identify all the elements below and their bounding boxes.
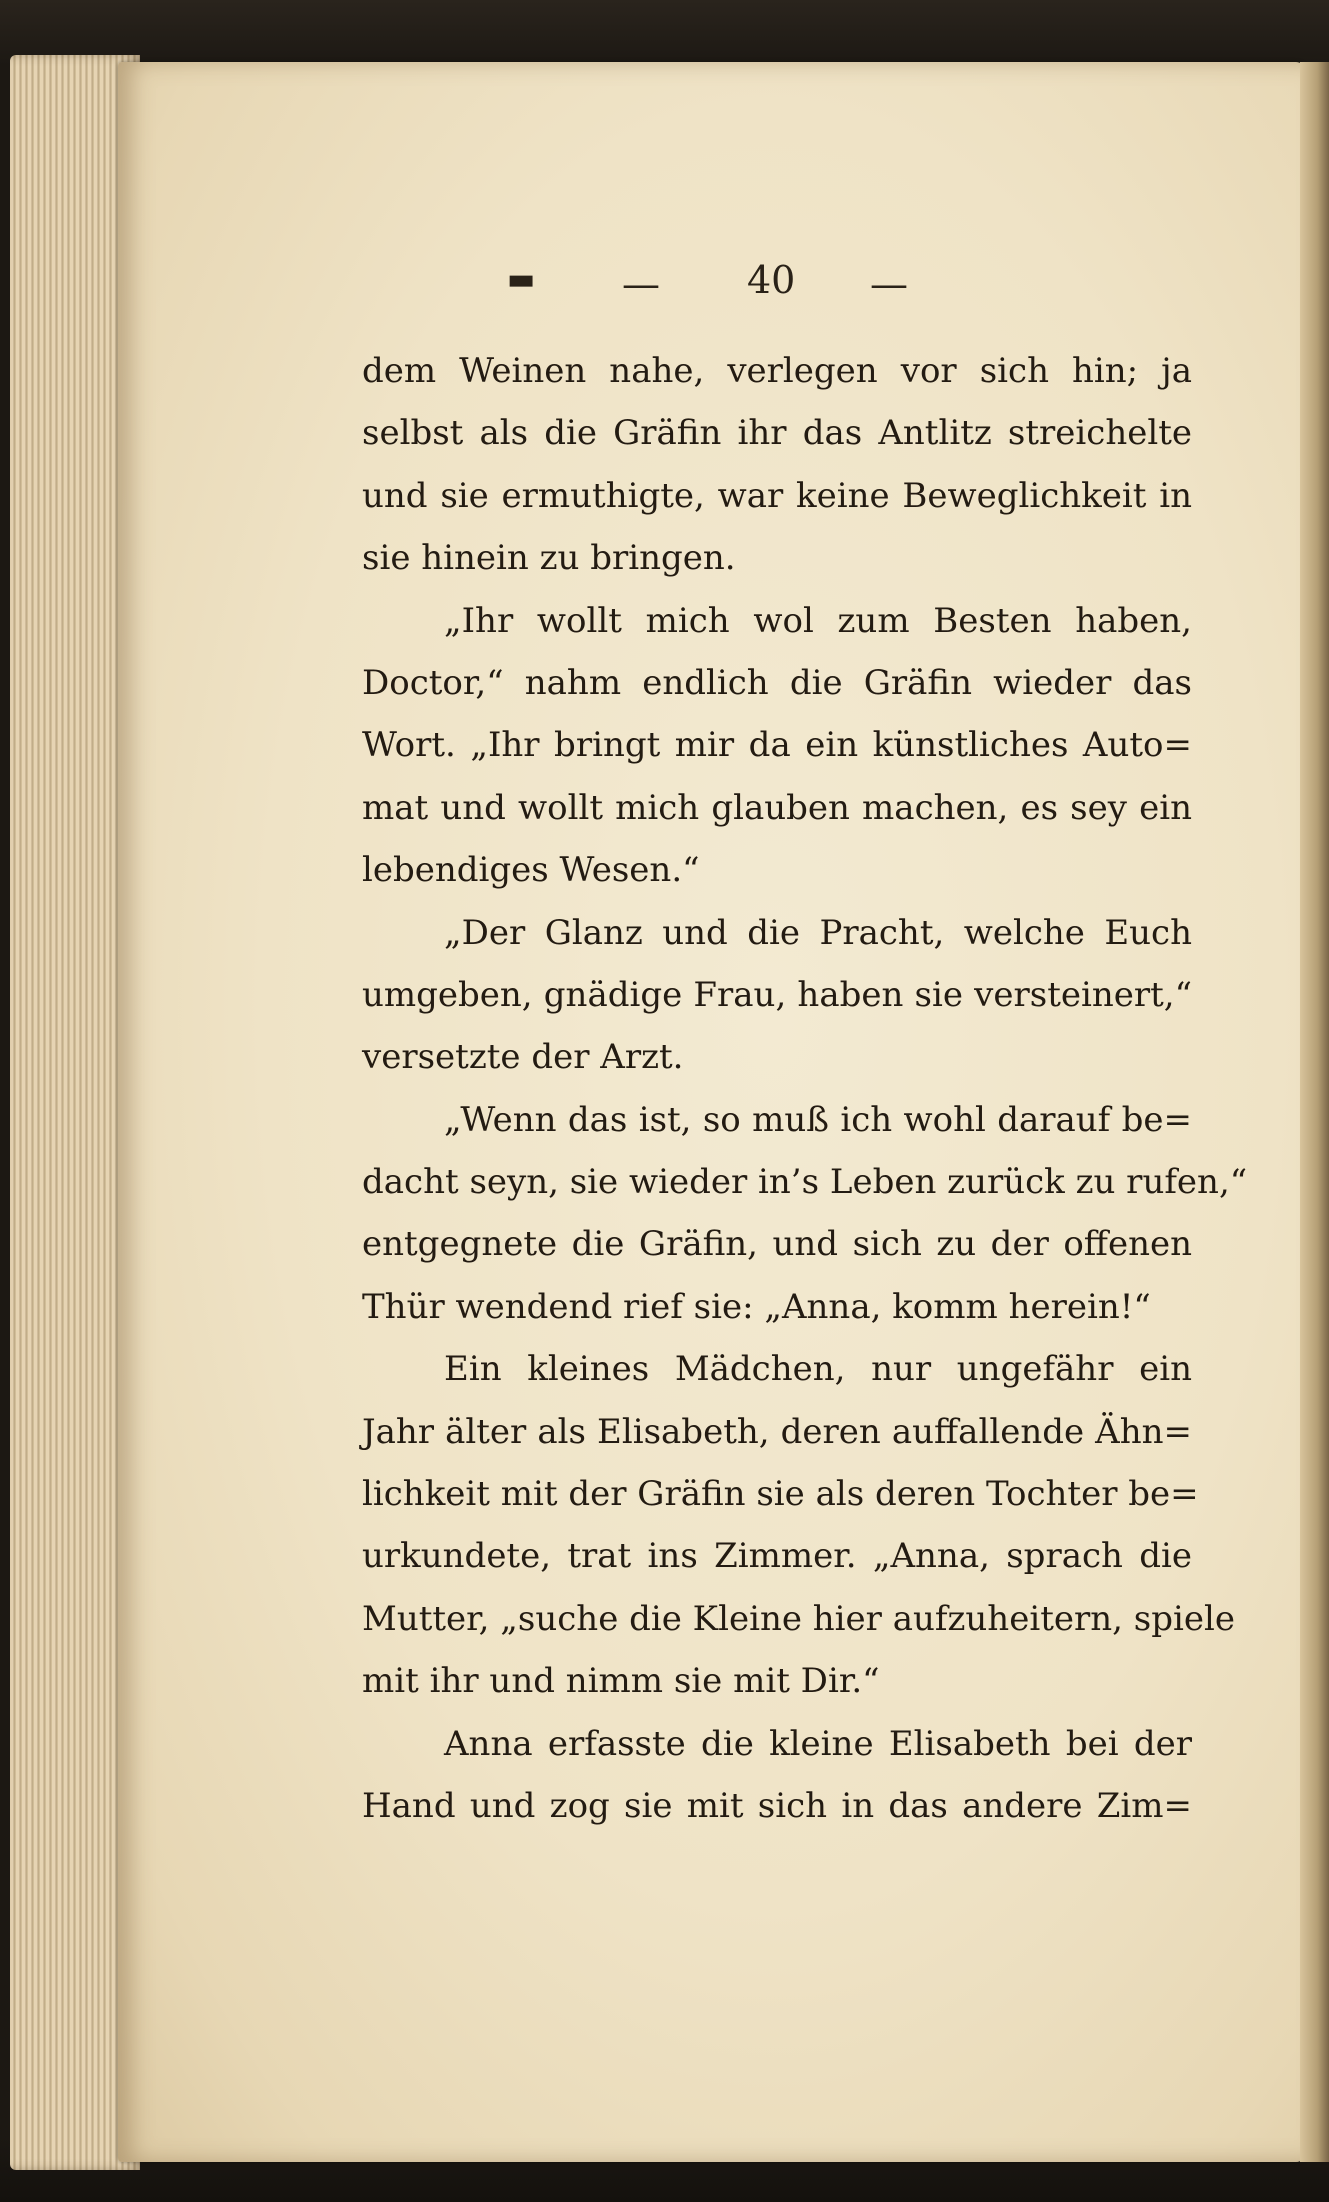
header-dash-left: — xyxy=(622,262,660,306)
text-line: dacht seyn, sie wieder in’s Leben zurück zu rufen,“ xyxy=(362,1162,1248,1203)
text-line: Ein kleines Mädchen, nur ungefähr ein xyxy=(444,1349,1192,1390)
page-header xyxy=(492,258,952,308)
text-line: mat und wollt mich glauben machen, es sey ein xyxy=(362,787,1192,828)
text-line: mit ihr und nimm sie mit Dir.“ xyxy=(362,1661,880,1702)
page-number: 40 xyxy=(747,258,796,302)
text-line: Doctor,“ nahm endlich die Gräfin wieder das xyxy=(362,662,1192,703)
text-line: „Der Glanz und die Pracht, welche Euch xyxy=(444,912,1192,953)
text-line: umgeben, gnädige Frau, haben sie versteinert,“ xyxy=(362,974,1192,1015)
body-text xyxy=(362,340,1248,1837)
text-line: sie hinein zu bringen. xyxy=(362,538,736,579)
text-line: selbst als die Gräfin ihr das Antlitz streichelte xyxy=(362,413,1192,454)
text-line: Hand und zog sie mit sich in das andere Zim= xyxy=(362,1785,1192,1826)
text-line: versetzte der Arzt. xyxy=(362,1037,684,1078)
text-line: und sie ermuthigte, war keine Beweglichkeit in xyxy=(362,475,1192,516)
text-line: Anna erfasste die kleine Elisabeth bei der xyxy=(444,1723,1192,1764)
text-line: Wort. „Ihr bringt mir da ein künstliches Auto= xyxy=(362,725,1192,766)
header-dash-right: — xyxy=(870,262,908,306)
text-line: Thür wendend rief sie: „Anna, komm herein!“ xyxy=(362,1286,1151,1327)
header-mark: ▬ xyxy=(507,262,536,297)
text-line: „Ihr wollt mich wol zum Besten haben, xyxy=(444,600,1192,641)
text-line: urkundete, trat ins Zimmer. „Anna, sprach die xyxy=(362,1536,1192,1577)
text-line: entgegnete die Gräfin, und sich zu der offenen xyxy=(362,1224,1192,1265)
text-line: lichkeit mit der Gräfin sie als deren Tochter be= xyxy=(362,1474,1199,1515)
text-line: lebendiges Wesen.“ xyxy=(362,850,700,891)
book-spine-shadow xyxy=(1300,62,1329,2162)
text-line: Mutter, „suche die Kleine hier aufzuheitern, spiele xyxy=(362,1598,1235,1639)
text-line: dem Weinen nahe, verlegen vor sich hin; ja xyxy=(362,351,1192,391)
text-line: „Wenn das ist, so muß ich wohl darauf be= xyxy=(444,1099,1192,1140)
text-line: Jahr älter als Elisabeth, deren auffallende Ähn= xyxy=(362,1411,1192,1452)
